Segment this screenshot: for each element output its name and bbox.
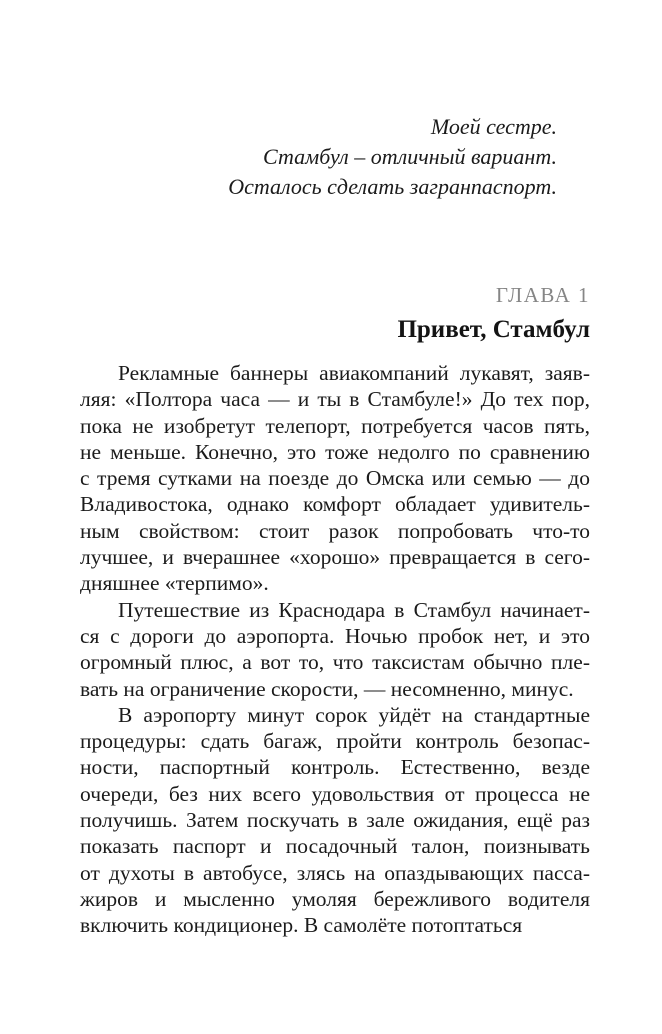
epigraph-line: Осталось сделать загранпаспорт. <box>228 174 557 199</box>
text-line: ности, паспортный контроль. Естественно, везде <box>80 755 590 780</box>
body-text <box>80 360 590 939</box>
paragraph <box>80 702 590 939</box>
text-line: получишь. Затем поскучать в зале ожидания, ещё раз <box>80 808 590 833</box>
epigraph-line: Стамбул – отличный вариант. <box>263 144 557 169</box>
text-line: включить кондиционер. В самолёте потоптаться <box>80 913 523 938</box>
text-line: В аэропорту минут сорок уйдёт на стандартные <box>118 702 590 727</box>
text-line: показать паспорт и посадочный талон, поизнывать <box>80 834 590 859</box>
text-line: дняшнее «терпимо». <box>80 571 269 596</box>
text-line: очереди, без них всего удовольствия от процесса не <box>80 781 590 806</box>
text-line: не меньше. Конечно, это тоже недолго по сравнению <box>80 439 590 464</box>
epigraph <box>80 112 590 202</box>
text-line: Владивостока, однако комфорт обладает удивитель- <box>80 492 590 517</box>
text-line: Рекламные баннеры авиакомпаний лукавят, заяв- <box>118 361 590 385</box>
paragraph <box>80 360 590 597</box>
text-line: Путешествие из Краснодара в Стамбул начинает- <box>118 597 590 622</box>
paragraph <box>80 597 590 702</box>
text-line: ляя: «Полтора часа — и ты в Стамбуле!» До тех пор, <box>80 387 590 412</box>
text-line: процедуры: сдать багаж, пройти контроль безопас- <box>80 729 590 754</box>
text-line: от духоты в автобусе, злясь на опаздывающих пасса- <box>80 860 590 885</box>
chapter-title: Привет, Стамбул <box>397 316 590 343</box>
text-line: ным свойством: стоит разок попробовать что-то <box>80 518 590 543</box>
text-block <box>80 112 590 939</box>
epigraph-line: Моей сестре. <box>430 114 557 139</box>
text-line: вать на ограничение скорости, — несомненно, минус. <box>80 676 574 701</box>
text-line: ся с дороги до аэропорта. Ночью пробок нет, и это <box>80 623 590 648</box>
text-line: с тремя сутками на поезде до Омска или семью — до <box>80 466 590 491</box>
text-line: пока не изобретут телепорт, потребуется часов пять, <box>80 413 590 438</box>
text-line: огромный плюс, а вот то, что таксистам обычно пле- <box>80 650 590 675</box>
chapter-kicker: ГЛАВА 1 <box>495 283 590 307</box>
text-line: лучшее, и вчерашнее «хорошо» превращается в сего- <box>80 545 590 570</box>
text-line: жиров и мысленно умоляя бережливого водителя <box>80 886 590 911</box>
